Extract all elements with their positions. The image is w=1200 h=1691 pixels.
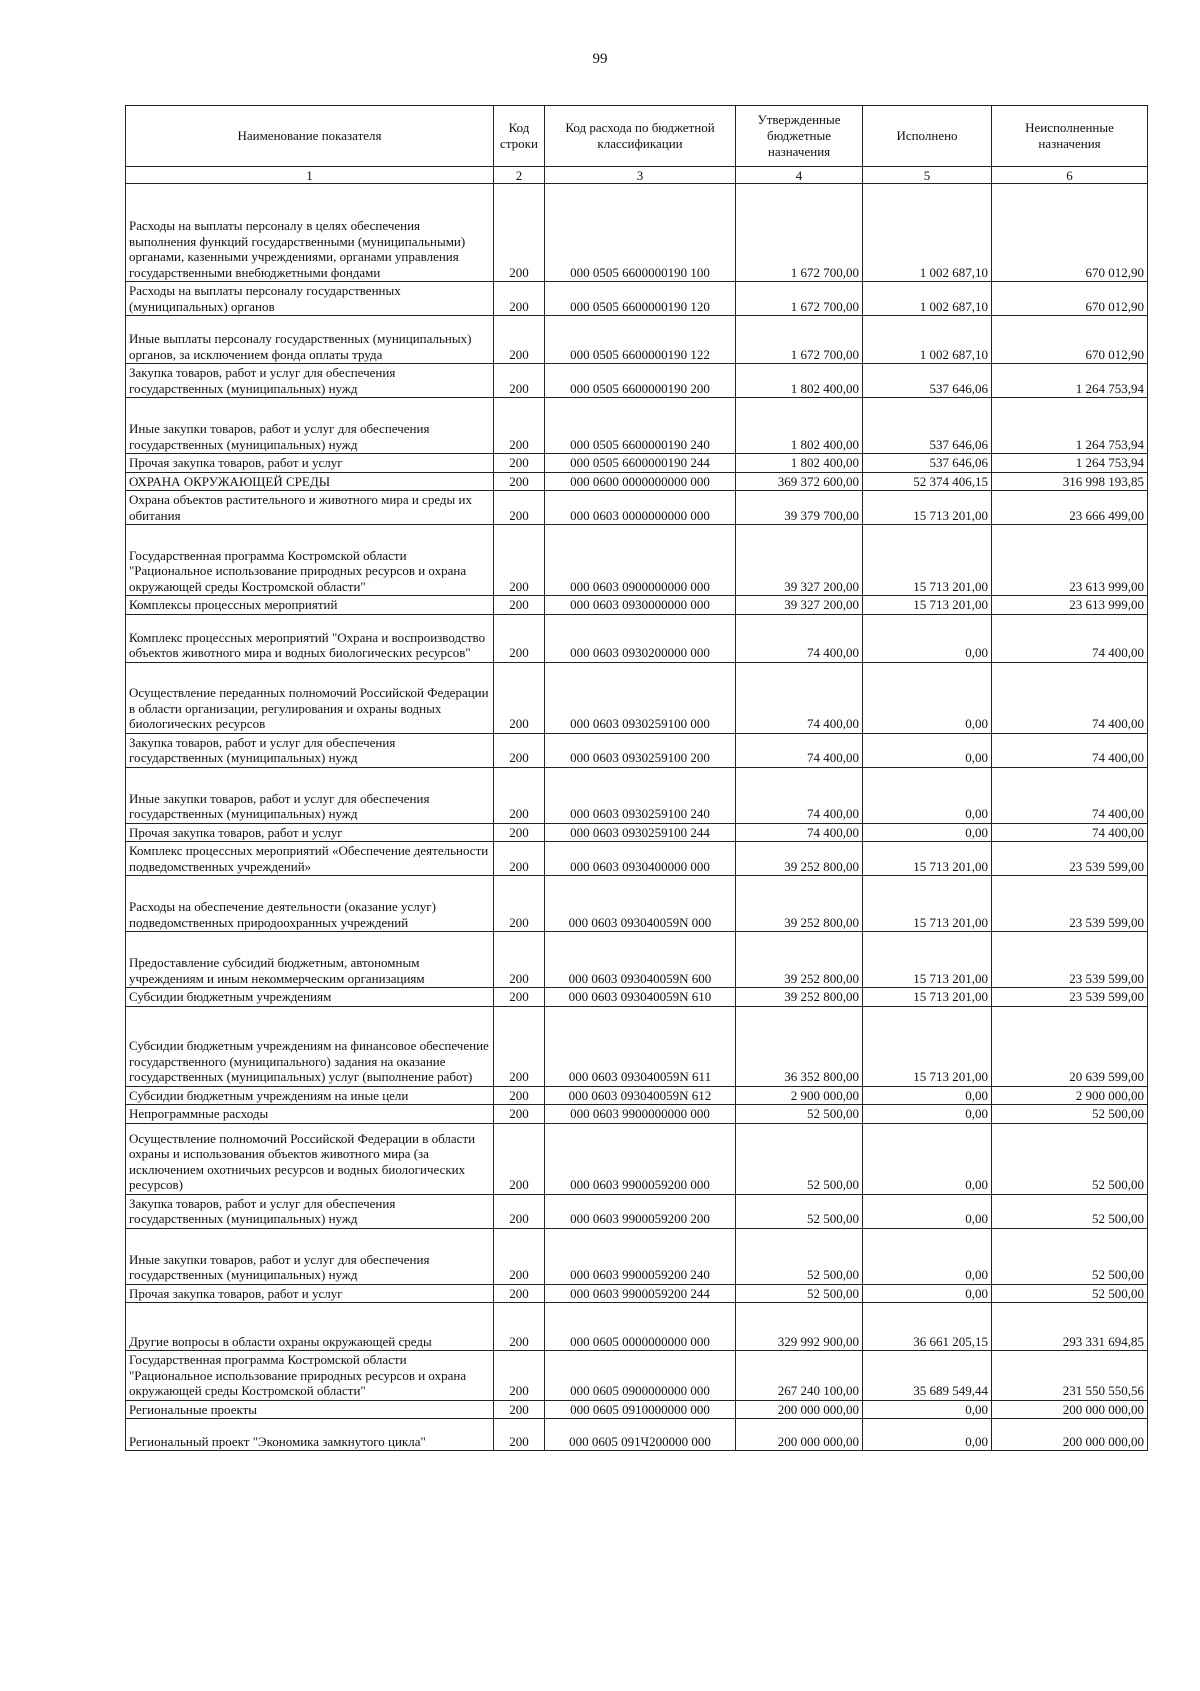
row-line-code: 200 <box>494 364 545 398</box>
table-row <box>126 932 1148 988</box>
row-unexecuted-amount: 23 539 599,00 <box>992 842 1148 876</box>
row-expense-code: 000 0505 6600000190 200 <box>545 364 736 398</box>
row-name: Комплексы процессных мероприятий <box>126 596 494 615</box>
row-executed-amount: 15 713 201,00 <box>863 1006 992 1086</box>
row-line-code: 200 <box>494 662 545 733</box>
row-unexecuted-amount: 23 539 599,00 <box>992 876 1148 932</box>
row-executed-amount: 537 646,06 <box>863 398 992 454</box>
row-line-code: 200 <box>494 1006 545 1086</box>
row-executed-amount: 1 002 687,10 <box>863 282 992 316</box>
row-unexecuted-amount: 670 012,90 <box>992 316 1148 364</box>
table-row <box>126 1123 1148 1194</box>
row-expense-code: 000 0603 9900059200 244 <box>545 1284 736 1303</box>
column-number-row <box>126 167 1148 184</box>
row-name: Региональный проект "Экономика замкнутого цикла" <box>126 1419 494 1451</box>
column-number: 5 <box>863 167 992 184</box>
row-name: Субсидии бюджетным учреждениям на финансовое обеспечение государственного (муниципального) задания на оказание государственных (муниципальных) услуг (выполнение работ) <box>126 1006 494 1086</box>
table-row <box>126 1419 1148 1451</box>
table-row <box>126 1105 1148 1124</box>
row-expense-code: 000 0505 6600000190 244 <box>545 454 736 473</box>
row-unexecuted-amount: 74 400,00 <box>992 662 1148 733</box>
row-executed-amount: 537 646,06 <box>863 454 992 473</box>
table-row <box>126 398 1148 454</box>
row-line-code: 200 <box>494 988 545 1007</box>
table-row <box>126 876 1148 932</box>
row-approved-amount: 52 500,00 <box>736 1284 863 1303</box>
row-executed-amount: 0,00 <box>863 1284 992 1303</box>
row-approved-amount: 1 672 700,00 <box>736 282 863 316</box>
row-expense-code: 000 0603 0930000000 000 <box>545 596 736 615</box>
row-unexecuted-amount: 23 539 599,00 <box>992 988 1148 1007</box>
row-unexecuted-amount: 670 012,90 <box>992 184 1148 282</box>
row-name: Расходы на обеспечение деятельности (оказание услуг) подведомственных природоохранных учреждений <box>126 876 494 932</box>
column-number: 3 <box>545 167 736 184</box>
row-expense-code: 000 0603 093040059N 600 <box>545 932 736 988</box>
table-row <box>126 1303 1148 1351</box>
row-expense-code: 000 0605 0910000000 000 <box>545 1400 736 1419</box>
page-number: 99 <box>592 51 608 67</box>
row-approved-amount: 2 900 000,00 <box>736 1086 863 1105</box>
row-name: Охрана объектов растительного и животного мира и среды их обитания <box>126 491 494 525</box>
row-unexecuted-amount: 52 500,00 <box>992 1123 1148 1194</box>
table-row <box>126 823 1148 842</box>
row-expense-code: 000 0603 093040059N 610 <box>545 988 736 1007</box>
row-expense-code: 000 0505 6600000190 100 <box>545 184 736 282</box>
row-executed-amount: 0,00 <box>863 1105 992 1124</box>
row-executed-amount: 0,00 <box>863 1228 992 1284</box>
row-unexecuted-amount: 1 264 753,94 <box>992 454 1148 473</box>
row-name: Субсидии бюджетным учреждениям на иные цели <box>126 1086 494 1105</box>
row-executed-amount: 15 713 201,00 <box>863 932 992 988</box>
row-line-code: 200 <box>494 733 545 767</box>
table-row <box>126 842 1148 876</box>
row-unexecuted-amount: 52 500,00 <box>992 1284 1148 1303</box>
row-unexecuted-amount: 74 400,00 <box>992 614 1148 662</box>
row-approved-amount: 74 400,00 <box>736 733 863 767</box>
header-unexecuted: Неисполненные назначения <box>992 106 1148 167</box>
row-executed-amount: 15 713 201,00 <box>863 876 992 932</box>
budget-execution-table <box>125 105 1148 1451</box>
row-line-code: 200 <box>494 491 545 525</box>
column-number: 4 <box>736 167 863 184</box>
row-name: Закупка товаров, работ и услуг для обеспечения государственных (муниципальных) нужд <box>126 364 494 398</box>
table-row <box>126 1228 1148 1284</box>
row-line-code: 200 <box>494 454 545 473</box>
row-line-code: 200 <box>494 767 545 823</box>
row-expense-code: 000 0603 0930259100 244 <box>545 823 736 842</box>
row-expense-code: 000 0603 0930400000 000 <box>545 842 736 876</box>
row-line-code: 200 <box>494 1194 545 1228</box>
row-executed-amount: 15 713 201,00 <box>863 596 992 615</box>
row-expense-code: 000 0603 093040059N 000 <box>545 876 736 932</box>
row-approved-amount: 36 352 800,00 <box>736 1006 863 1086</box>
row-name: Осуществление переданных полномочий Российской Федерации в области организации, регулирования и охраны водных биологических ресурсов <box>126 662 494 733</box>
row-approved-amount: 74 400,00 <box>736 614 863 662</box>
row-approved-amount: 1 802 400,00 <box>736 398 863 454</box>
header-expense-code: Код расхода по бюджетной классификации <box>545 106 736 167</box>
row-line-code: 200 <box>494 596 545 615</box>
row-name: Иные выплаты персоналу государственных (муниципальных) органов, за исключением фонда оплаты труда <box>126 316 494 364</box>
row-unexecuted-amount: 74 400,00 <box>992 767 1148 823</box>
table-row <box>126 472 1148 491</box>
table-row <box>126 733 1148 767</box>
row-unexecuted-amount: 23 666 499,00 <box>992 491 1148 525</box>
row-approved-amount: 39 252 800,00 <box>736 876 863 932</box>
row-expense-code: 000 0603 0000000000 000 <box>545 491 736 525</box>
row-executed-amount: 0,00 <box>863 733 992 767</box>
row-executed-amount: 0,00 <box>863 1194 992 1228</box>
table-row <box>126 316 1148 364</box>
row-name: Предоставление субсидий бюджетным, автономным учреждениям и иным некоммерческим организациям <box>126 932 494 988</box>
row-name: Субсидии бюджетным учреждениям <box>126 988 494 1007</box>
row-approved-amount: 39 379 700,00 <box>736 491 863 525</box>
row-name: Непрограммные расходы <box>126 1105 494 1124</box>
row-unexecuted-amount: 52 500,00 <box>992 1194 1148 1228</box>
row-approved-amount: 52 500,00 <box>736 1105 863 1124</box>
header-row <box>126 106 1148 167</box>
row-approved-amount: 200 000 000,00 <box>736 1419 863 1451</box>
row-unexecuted-amount: 1 264 753,94 <box>992 398 1148 454</box>
row-name: Расходы на выплаты персоналу государственных (муниципальных) органов <box>126 282 494 316</box>
table-row <box>126 454 1148 473</box>
header-indicator-name: Наименование показателя <box>126 106 494 167</box>
row-approved-amount: 52 500,00 <box>736 1194 863 1228</box>
row-approved-amount: 52 500,00 <box>736 1123 863 1194</box>
row-unexecuted-amount: 23 613 999,00 <box>992 596 1148 615</box>
row-executed-amount: 52 374 406,15 <box>863 472 992 491</box>
row-expense-code: 000 0603 0930259100 200 <box>545 733 736 767</box>
row-executed-amount: 0,00 <box>863 1086 992 1105</box>
table-row <box>126 1194 1148 1228</box>
row-approved-amount: 74 400,00 <box>736 823 863 842</box>
row-approved-amount: 1 802 400,00 <box>736 454 863 473</box>
row-name: Государственная программа Костромской области "Рациональное использование природных ресурсов и охрана окружающей среды Костромской области" <box>126 1351 494 1401</box>
row-expense-code: 000 0603 0930259100 000 <box>545 662 736 733</box>
row-executed-amount: 537 646,06 <box>863 364 992 398</box>
row-unexecuted-amount: 23 613 999,00 <box>992 525 1148 596</box>
row-unexecuted-amount: 52 500,00 <box>992 1228 1148 1284</box>
table-row <box>126 184 1148 282</box>
row-expense-code: 000 0600 0000000000 000 <box>545 472 736 491</box>
row-line-code: 200 <box>494 472 545 491</box>
row-approved-amount: 329 992 900,00 <box>736 1303 863 1351</box>
row-executed-amount: 36 661 205,15 <box>863 1303 992 1351</box>
row-executed-amount: 0,00 <box>863 1123 992 1194</box>
table-row <box>126 988 1148 1007</box>
row-expense-code: 000 0605 0000000000 000 <box>545 1303 736 1351</box>
row-approved-amount: 1 672 700,00 <box>736 184 863 282</box>
row-executed-amount: 0,00 <box>863 823 992 842</box>
row-line-code: 200 <box>494 316 545 364</box>
table-row <box>126 1006 1148 1086</box>
row-approved-amount: 1 672 700,00 <box>736 316 863 364</box>
row-unexecuted-amount: 1 264 753,94 <box>992 364 1148 398</box>
row-name: Расходы на выплаты персоналу в целях обеспечения выполнения функций государственными (муниципальными) органами, казенными учреждениями, органами управления государственными внебюджетными фондами <box>126 184 494 282</box>
row-expense-code: 000 0603 093040059N 612 <box>545 1086 736 1105</box>
row-expense-code: 000 0505 6600000190 122 <box>545 316 736 364</box>
row-executed-amount: 1 002 687,10 <box>863 184 992 282</box>
row-unexecuted-amount: 670 012,90 <box>992 282 1148 316</box>
row-name: Закупка товаров, работ и услуг для обеспечения государственных (муниципальных) нужд <box>126 733 494 767</box>
row-line-code: 200 <box>494 1351 545 1401</box>
row-approved-amount: 39 252 800,00 <box>736 988 863 1007</box>
table-row <box>126 596 1148 615</box>
row-line-code: 200 <box>494 1400 545 1419</box>
row-expense-code: 000 0603 0900000000 000 <box>545 525 736 596</box>
row-unexecuted-amount: 74 400,00 <box>992 733 1148 767</box>
table-row <box>126 767 1148 823</box>
row-line-code: 200 <box>494 1105 545 1124</box>
table-row <box>126 1284 1148 1303</box>
row-executed-amount: 0,00 <box>863 767 992 823</box>
row-name: ОХРАНА ОКРУЖАЮЩЕЙ СРЕДЫ <box>126 472 494 491</box>
row-approved-amount: 39 327 200,00 <box>736 525 863 596</box>
table-row <box>126 282 1148 316</box>
row-unexecuted-amount: 23 539 599,00 <box>992 932 1148 988</box>
row-line-code: 200 <box>494 876 545 932</box>
row-approved-amount: 39 252 800,00 <box>736 932 863 988</box>
row-expense-code: 000 0605 091Ч200000 000 <box>545 1419 736 1451</box>
row-line-code: 200 <box>494 184 545 282</box>
row-executed-amount: 35 689 549,44 <box>863 1351 992 1401</box>
row-name: Государственная программа Костромской области "Рациональное использование природных ресурсов и охрана окружающей среды Костромской области" <box>126 525 494 596</box>
row-name: Закупка товаров, работ и услуг для обеспечения государственных (муниципальных) нужд <box>126 1194 494 1228</box>
row-line-code: 200 <box>494 842 545 876</box>
row-unexecuted-amount: 20 639 599,00 <box>992 1006 1148 1086</box>
row-unexecuted-amount: 2 900 000,00 <box>992 1086 1148 1105</box>
row-executed-amount: 0,00 <box>863 1419 992 1451</box>
row-expense-code: 000 0505 6600000190 120 <box>545 282 736 316</box>
row-line-code: 200 <box>494 398 545 454</box>
row-name: Прочая закупка товаров, работ и услуг <box>126 823 494 842</box>
row-unexecuted-amount: 52 500,00 <box>992 1105 1148 1124</box>
column-number: 2 <box>494 167 545 184</box>
row-line-code: 200 <box>494 932 545 988</box>
row-line-code: 200 <box>494 823 545 842</box>
row-executed-amount: 0,00 <box>863 662 992 733</box>
row-executed-amount: 15 713 201,00 <box>863 988 992 1007</box>
row-executed-amount: 15 713 201,00 <box>863 525 992 596</box>
table-row <box>126 662 1148 733</box>
row-name: Другие вопросы в области охраны окружающей среды <box>126 1303 494 1351</box>
row-expense-code: 000 0603 9900059200 200 <box>545 1194 736 1228</box>
table-body <box>126 184 1148 1451</box>
table-row <box>126 1400 1148 1419</box>
row-unexecuted-amount: 316 998 193,85 <box>992 472 1148 491</box>
row-executed-amount: 15 713 201,00 <box>863 842 992 876</box>
row-approved-amount: 200 000 000,00 <box>736 1400 863 1419</box>
row-unexecuted-amount: 293 331 694,85 <box>992 1303 1148 1351</box>
row-executed-amount: 15 713 201,00 <box>863 491 992 525</box>
row-approved-amount: 74 400,00 <box>736 767 863 823</box>
row-line-code: 200 <box>494 525 545 596</box>
column-number: 1 <box>126 167 494 184</box>
row-approved-amount: 369 372 600,00 <box>736 472 863 491</box>
row-approved-amount: 267 240 100,00 <box>736 1351 863 1401</box>
row-expense-code: 000 0603 9900059200 240 <box>545 1228 736 1284</box>
row-unexecuted-amount: 74 400,00 <box>992 823 1148 842</box>
row-executed-amount: 0,00 <box>863 1400 992 1419</box>
row-expense-code: 000 0505 6600000190 240 <box>545 398 736 454</box>
row-unexecuted-amount: 200 000 000,00 <box>992 1419 1148 1451</box>
table-row <box>126 1351 1148 1401</box>
row-approved-amount: 74 400,00 <box>736 662 863 733</box>
row-approved-amount: 1 802 400,00 <box>736 364 863 398</box>
header-line-code: Код строки <box>494 106 545 167</box>
row-expense-code: 000 0605 0900000000 000 <box>545 1351 736 1401</box>
row-expense-code: 000 0603 9900059200 000 <box>545 1123 736 1194</box>
row-approved-amount: 52 500,00 <box>736 1228 863 1284</box>
row-line-code: 200 <box>494 1284 545 1303</box>
row-line-code: 200 <box>494 282 545 316</box>
header-executed: Исполнено <box>863 106 992 167</box>
row-name: Иные закупки товаров, работ и услуг для обеспечения государственных (муниципальных) нужд <box>126 398 494 454</box>
row-expense-code: 000 0603 093040059N 611 <box>545 1006 736 1086</box>
row-line-code: 200 <box>494 1303 545 1351</box>
row-expense-code: 000 0603 0930259100 240 <box>545 767 736 823</box>
row-unexecuted-amount: 200 000 000,00 <box>992 1400 1148 1419</box>
row-unexecuted-amount: 231 550 550,56 <box>992 1351 1148 1401</box>
row-line-code: 200 <box>494 1228 545 1284</box>
row-line-code: 200 <box>494 1419 545 1451</box>
table-row <box>126 614 1148 662</box>
row-line-code: 200 <box>494 614 545 662</box>
row-line-code: 200 <box>494 1123 545 1194</box>
row-name: Комплекс процессных мероприятий "Охрана и воспроизводство объектов животного мира и водных биологических ресурсов" <box>126 614 494 662</box>
header-approved: Утвержденные бюджетные назначения <box>736 106 863 167</box>
row-expense-code: 000 0603 0930200000 000 <box>545 614 736 662</box>
row-approved-amount: 39 327 200,00 <box>736 596 863 615</box>
row-name: Иные закупки товаров, работ и услуг для обеспечения государственных (муниципальных) нужд <box>126 767 494 823</box>
table-row <box>126 491 1148 525</box>
row-name: Региональные проекты <box>126 1400 494 1419</box>
row-executed-amount: 0,00 <box>863 614 992 662</box>
row-approved-amount: 39 252 800,00 <box>736 842 863 876</box>
row-name: Прочая закупка товаров, работ и услуг <box>126 454 494 473</box>
row-name: Иные закупки товаров, работ и услуг для обеспечения государственных (муниципальных) нужд <box>126 1228 494 1284</box>
row-executed-amount: 1 002 687,10 <box>863 316 992 364</box>
row-line-code: 200 <box>494 1086 545 1105</box>
row-name: Прочая закупка товаров, работ и услуг <box>126 1284 494 1303</box>
table-row <box>126 1086 1148 1105</box>
table-row <box>126 525 1148 596</box>
table-row <box>126 364 1148 398</box>
row-name: Осуществление полномочий Российской Федерации в области охраны и использования объектов животного мира (за исключением охотничьих ресурсов и водных биологических ресурсов) <box>126 1123 494 1194</box>
column-number: 6 <box>992 167 1148 184</box>
row-name: Комплекс процессных мероприятий «Обеспечение деятельности подведомственных учреждений» <box>126 842 494 876</box>
row-expense-code: 000 0603 9900000000 000 <box>545 1105 736 1124</box>
